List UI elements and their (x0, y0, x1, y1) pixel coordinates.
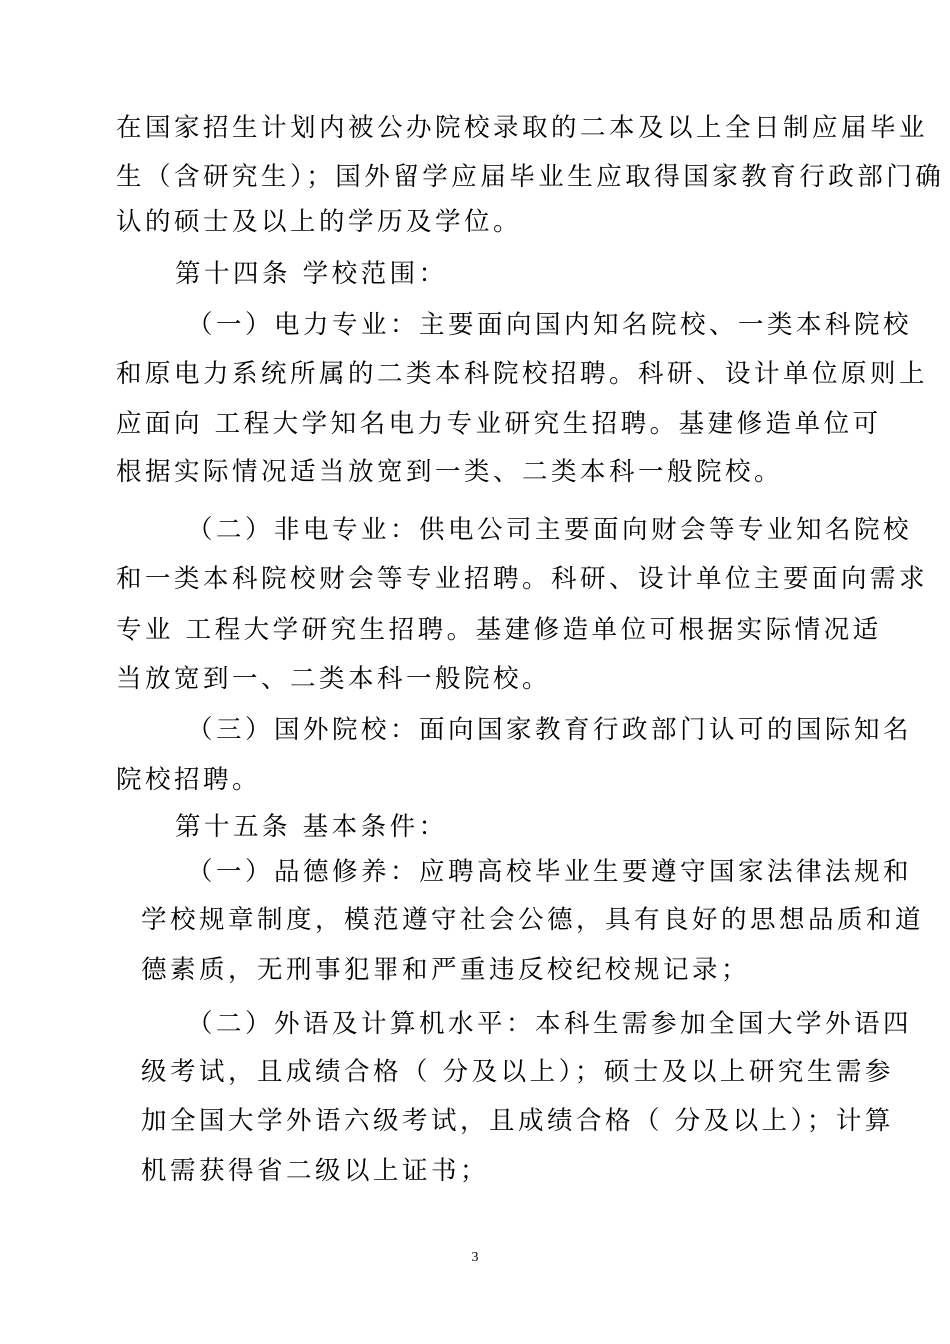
text-line: 加全国大学外语六级考试，且成绩合格（ 分及以上）；计算 (141, 1106, 894, 1136)
section-heading: 第十五条 基本条件： (175, 812, 448, 842)
text-line: 在国家招生计划内被公办院校录取的二本及以上全日制应届毕业 (116, 113, 929, 143)
text-line: （一）电力专业：主要面向国内知名院校、一类本科院校 (187, 310, 913, 340)
text-line: 学校规章制度，模范遵守社会公德，具有良好的思想品质和道 (141, 905, 925, 935)
text-line: 应面向 工程大学知名电力专业研究生招聘。基建修造单位可 (116, 409, 882, 439)
text-line: 专业 工程大学研究生招聘。基建修造单位可根据实际情况适 (116, 615, 882, 645)
text-line: 德素质，无刑事犯罪和严重违反校纪校规记录； (141, 955, 751, 985)
text-line: （三）国外院校：面向国家教育行政部门认可的国际知名 (187, 715, 913, 745)
text-line: 认的硕士及以上的学历及学位。 (116, 207, 523, 237)
text-line: 根据实际情况适当放宽到一类、二类本科一般院校。 (116, 457, 784, 487)
text-line: 级考试，且成绩合格（ 分及以上）；硕士及以上研究生需参 (141, 1057, 894, 1087)
page-number: 3 (471, 1250, 479, 1265)
text-line: 院校招聘。 (116, 765, 262, 795)
section-heading: 第十四条 学校范围： (175, 259, 448, 289)
text-line: 机需获得省二级以上证书； (141, 1156, 490, 1186)
text-line: （一）品德修养：应聘高校毕业生要遵守国家法律法规和 (187, 857, 913, 887)
text-line: （二）外语及计算机水平：本科生需参加全国大学外语四 (187, 1009, 913, 1039)
text-line: （二）非电专业：供电公司主要面向财会等专业知名院校 (187, 515, 913, 545)
text-line: 和原电力系统所属的二类本科院校招聘。科研、设计单位原则上 (116, 359, 929, 389)
text-line: 和一类本科院校财会等专业招聘。科研、设计单位主要面向需求 (116, 564, 929, 594)
text-line: 生（含研究生）；国外留学应届毕业生应取得国家教育行政部门确 (116, 162, 945, 192)
text-line: 当放宽到一、二类本科一般院校。 (116, 664, 552, 694)
